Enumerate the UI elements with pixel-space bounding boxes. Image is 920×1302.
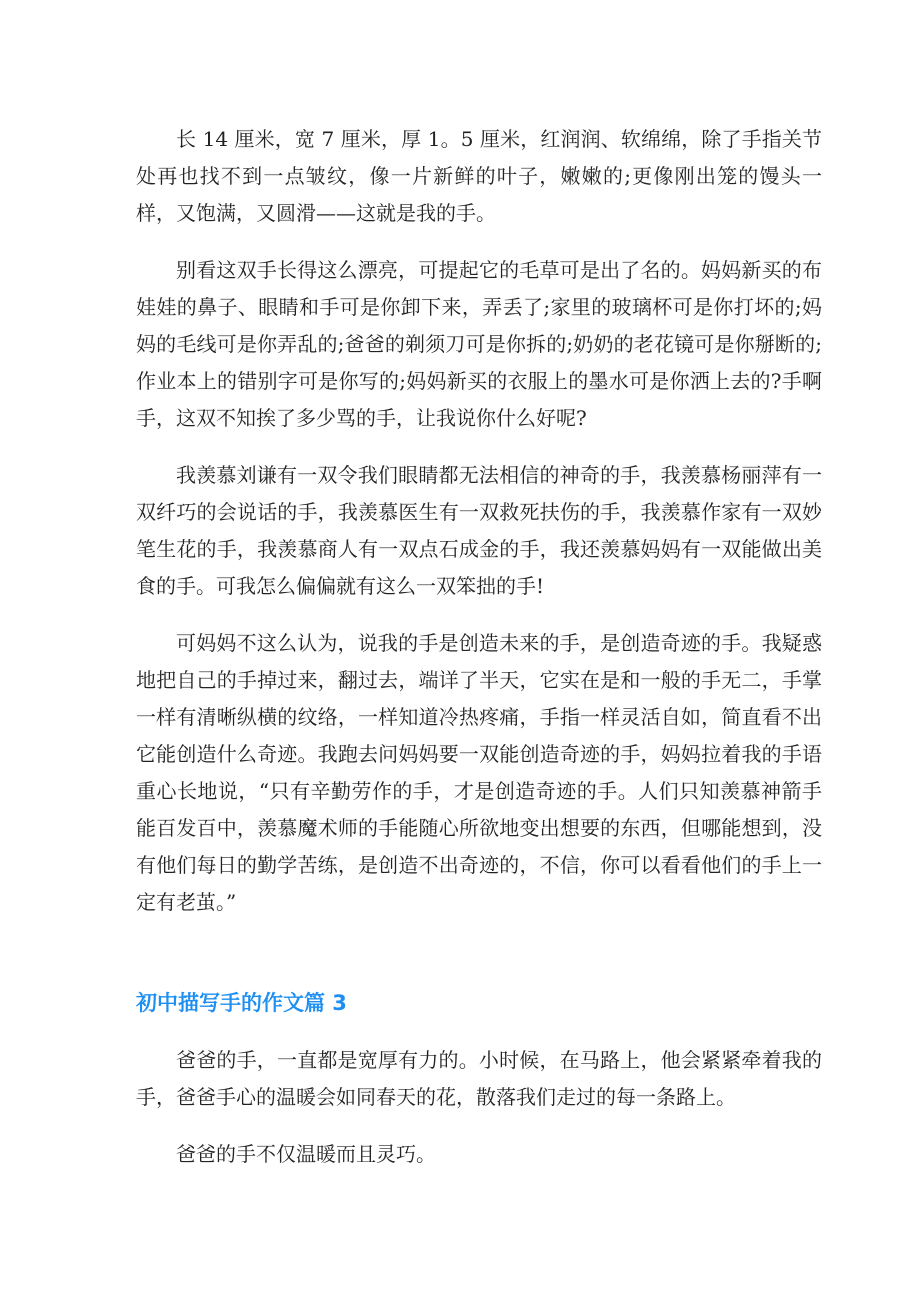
essay-paragraph-2: 别看这双手长得这么漂亮，可提起它的毛草可是出了名的。妈妈新买的布娃娃的鼻子、眼睛和手可是你卸下来，弄丢了;家里的玻璃杯可是你打坏的;妈妈的毛线可是你弄乱的;爸爸的剃须刀可是你拆的;奶奶的老花镜可是你掰断的;作业本上的错别字可是你写的;妈妈新买的衣服上的墨水可是你洒上去的?手啊手，这双不知挨了多少骂的手，让我说你什么好呢? xyxy=(136,258,822,430)
section-heading-essay-3: 初中描写手的作文篇 3 xyxy=(136,991,347,1015)
essay-paragraph-6: 爸爸的手不仅温暖而且灵巧。 xyxy=(176,1142,436,1166)
essay-paragraph-4: 可妈妈不这么认为，说我的手是创造未来的手，是创造奇迹的手。我疑惑地把自己的手掉过来，翻过去，端详了半天，它实在是和一般的手无二，手掌一样有清晰纵横的纹络，一样知道冷热疼痛，手指一样灵活自如，简直看不出它能创造什么奇迹。我跑去问妈妈要一双能创造奇迹的手，妈妈拉着我的手语重心长地说，“只有辛勤劳作的手，才是创造奇迹的手。人们只知羡慕神箭手能百发百中，羡慕魔术师的手能随心所欲地变出想要的东西，但哪能想到，没有他们每日的勤学苦练，是创造不出奇迹的，不信，你可以看看他们的手上一定有老茧。” xyxy=(136,631,822,914)
essay-paragraph-1: 长 14 厘米，宽 7 厘米，厚 1。5 厘米，红润润、软绵绵，除了手指关节处再也找不到一点皱纹，像一片新鲜的叶子，嫩嫩的;更像刚出笼的馒头一样，又饱满，又圆滑——这就是我的手。 xyxy=(136,127,822,225)
essay-paragraph-5: 爸爸的手，一直都是宽厚有力的。小时候，在马路上，他会紧紧牵着我的手，爸爸手心的温暖会如同春天的花，散落我们走过的每一条路上。 xyxy=(136,1048,822,1109)
essay-paragraph-3: 我羡慕刘谦有一双令我们眼睛都无法相信的神奇的手，我羡慕杨丽萍有一双纤巧的会说话的手，我羡慕医生有一双救死扶伤的手，我羡慕作家有一双妙笔生花的手，我羡慕商人有一双点石成金的手，我还羡慕妈妈有一双能做出美食的手。可我怎么偏偏就有这么一双笨拙的手! xyxy=(136,463,822,598)
